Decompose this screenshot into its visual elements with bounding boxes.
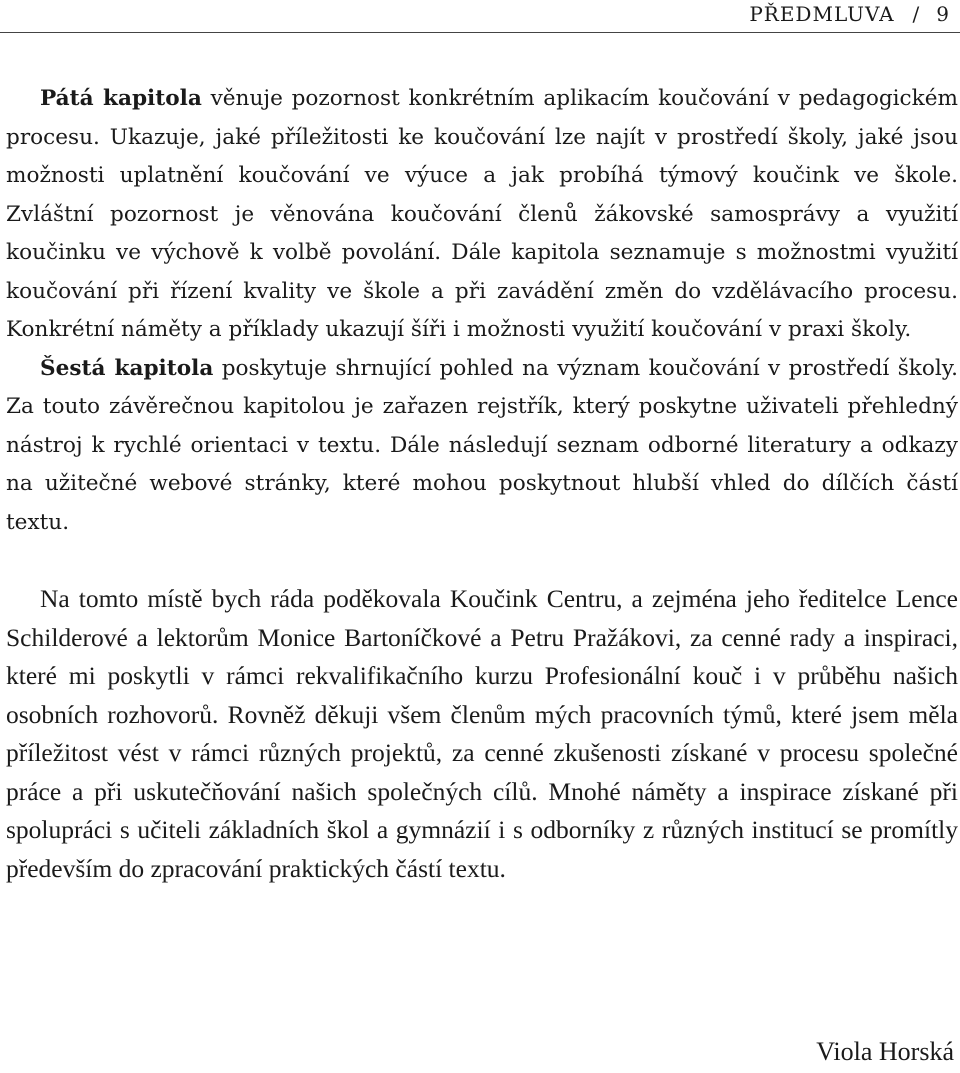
paragraph-chapter-six [6, 350, 958, 543]
header-text [749, 2, 950, 26]
page-number: 9 [936, 2, 950, 26]
chapter-six-text: poskytuje shrnující pohled na význam koučování v prostředí školy. Za touto závěrečnou kapitolou je zařazen rejstřík, který poskytne uživateli přehledný nástroj k rychlé orientaci v textu. Dále následují seznam odborné literatury a odkazy na užitečné webové stránky, které mohou poskytnout hlubší vhled do dílčích částí textu. [6, 355, 958, 535]
chapter-six-heading: Šestá kapitola [40, 355, 214, 381]
author-signature: Viola Horská [816, 1037, 954, 1066]
header-separator: / [912, 2, 921, 26]
running-header [0, 0, 960, 33]
acknowledgement-paragraph: Na tomto místě bych ráda poděkovala Koučink Centru, a zejména jeho ředitelce Lence Schilderové a lektorům Monice Bartoníčkové a Petru Pražákovi, za cenné rady a inspiraci, které mi poskytli v rámci rekvalifikačního kurzu Profesionální kouč i v průběhu našich osobních rozhovorů. Rovněž děkuji všem členům mých pracovních týmů, které jsem měla příležitost vést v rámci různých projektů, za cenné zkušenosti získané v procesu společné práce a při uskutečňování našich společných cílů. Mnohé náměty a inspirace získané při spolupráci s učiteli základních škol a gymnázií i s odborníky z různých institucí se promítly především do zpracování praktických částí textu. [6, 584, 958, 883]
paragraph-chapter-five [6, 80, 958, 350]
page-body [6, 80, 958, 888]
chapter-five-heading: Pátá kapitola [40, 86, 202, 111]
chapter-five-text: věnuje pozornost konkrétním aplikacím koučování v pedagogickém procesu. Ukazuje, jaké příležitosti ke koučování lze najít v prostředí školy, jaké jsou možnosti uplatnění koučování ve výuce a jak probíhá týmový koučink ve škole. Zvláštní pozornost je věnována koučování členů žákovské samosprávy a využití koučinku ve výchově k volbě povolání. Dále kapitola seznamuje s možnostmi využití koučování při řízení kvality ve škole a při zavádění změn do vzdělávacího procesu. Konkrétní náměty a příklady ukazují šíři i možnosti využití koučování v praxi školy. [6, 86, 958, 342]
section-title: PŘEDMLUVA [749, 2, 895, 26]
